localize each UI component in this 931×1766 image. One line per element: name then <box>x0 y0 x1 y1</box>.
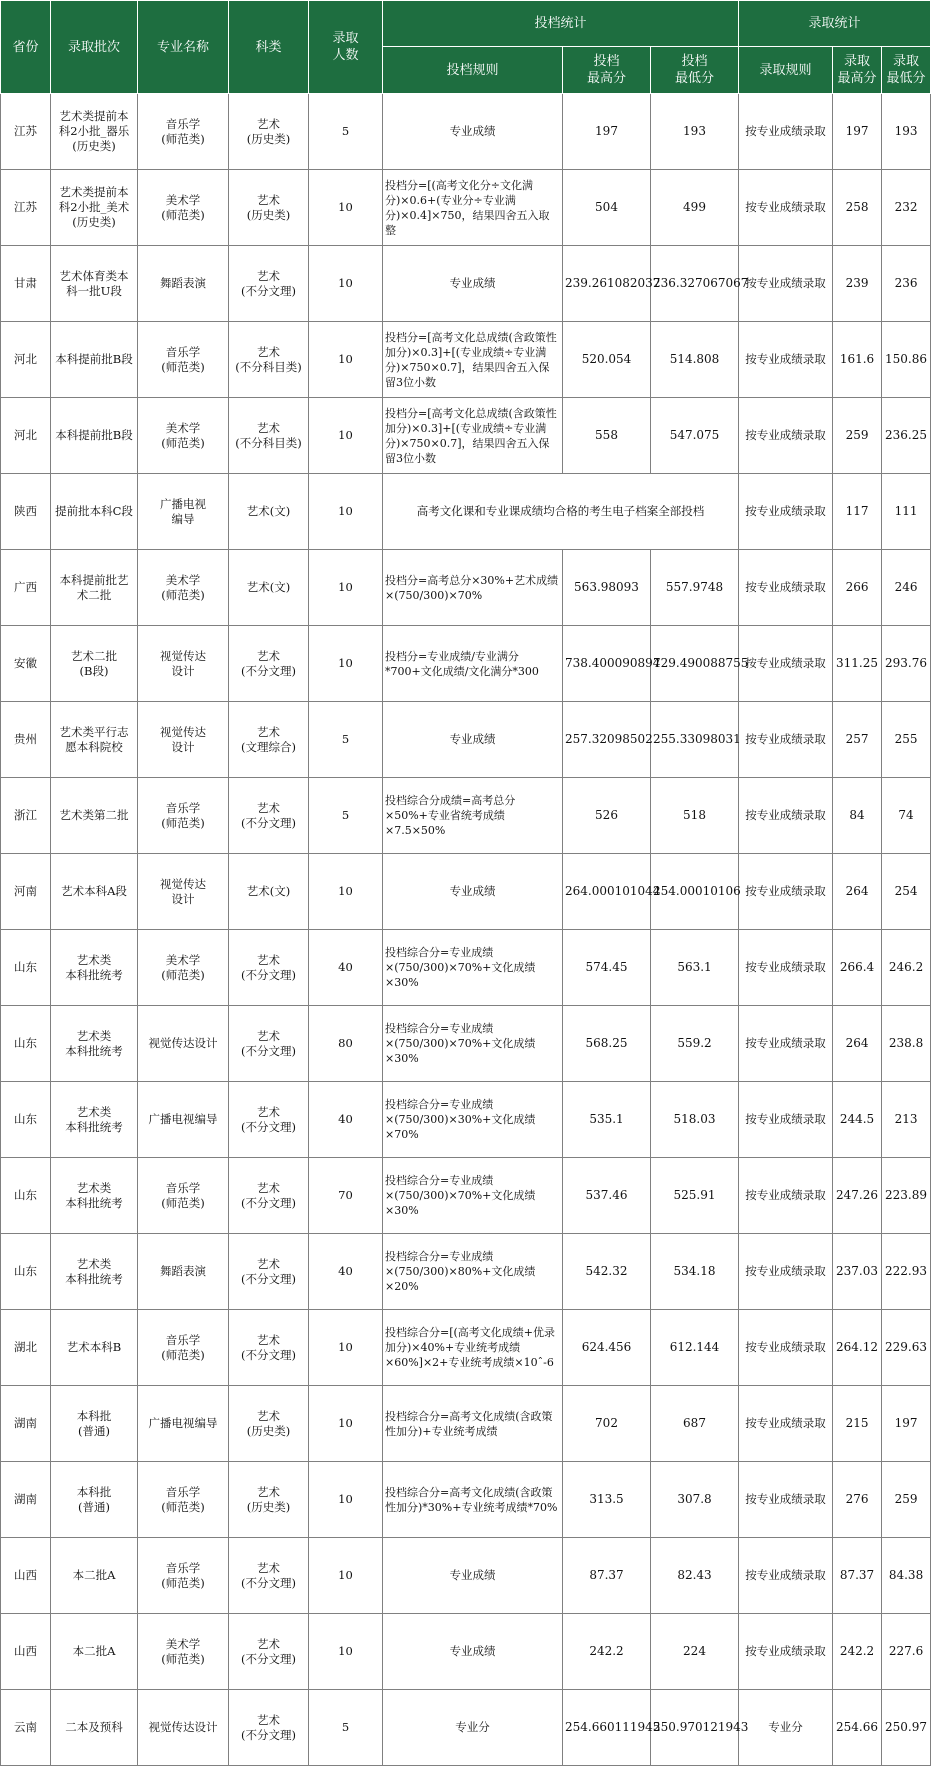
cell-category: 艺术 (历史类) <box>229 94 309 170</box>
table-row <box>1 1158 931 1234</box>
cell-admit-min: 227.6 <box>882 1614 931 1690</box>
cell-submit-rule: 投档综合分=专业成绩×(750/300)×80%+文化成绩×20% <box>383 1234 563 1310</box>
cell-major: 美术学 (师范类) <box>138 398 229 474</box>
cell-admitted: 10 <box>309 474 383 550</box>
cell-admit-rule: 按专业成绩录取 <box>739 702 833 778</box>
cell-submit-rule: 投档综合分=专业成绩×(750/300)×70%+文化成绩×30% <box>383 1158 563 1234</box>
table-row <box>1 778 931 854</box>
cell-major: 视觉传达 设计 <box>138 854 229 930</box>
cell-major: 美术学 (师范类) <box>138 930 229 1006</box>
cell-batch: 艺术本科A段 <box>51 854 138 930</box>
table-row <box>1 1462 931 1538</box>
cell-category: 艺术 (不分文理) <box>229 246 309 322</box>
cell-batch: 艺术本科B <box>51 1310 138 1386</box>
cell-admit-rule: 按专业成绩录取 <box>739 1082 833 1158</box>
cell-admit-max: 242.2 <box>833 1614 882 1690</box>
cell-major: 音乐学 (师范类) <box>138 1462 229 1538</box>
cell-submit-rule: 专业成绩 <box>383 1614 563 1690</box>
cell-admitted: 5 <box>309 94 383 170</box>
cell-admitted: 10 <box>309 1462 383 1538</box>
cell-submit-rule: 投档分=[高考文化总成绩(含政策性加分)×0.3]+[(专业成绩÷专业满分)×750×0.7]，结果四舍五入保留3位小数 <box>383 322 563 398</box>
cell-province: 广西 <box>1 550 51 626</box>
cell-category: 艺术 (不分文理) <box>229 1310 309 1386</box>
cell-major: 音乐学 (师范类) <box>138 94 229 170</box>
cell-submit-rule: 投档综合分成绩=高考总分×50%+专业省统考成绩×7.5×50% <box>383 778 563 854</box>
cell-submit-rule: 专业成绩 <box>383 1538 563 1614</box>
cell-province: 河南 <box>1 854 51 930</box>
header-admit-rule: 录取规则 <box>739 47 833 94</box>
cell-province: 山东 <box>1 930 51 1006</box>
cell-admit-min: 232 <box>882 170 931 246</box>
cell-submit-rule: 投档综合分=专业成绩×(750/300)×70%+文化成绩×30% <box>383 930 563 1006</box>
cell-batch: 本科批 (普通) <box>51 1386 138 1462</box>
cell-admitted: 10 <box>309 398 383 474</box>
cell-admit-max: 197 <box>833 94 882 170</box>
cell-category: 艺术 (不分文理) <box>229 778 309 854</box>
cell-major: 视觉传达 设计 <box>138 626 229 702</box>
cell-submit-min: 518.03 <box>651 1082 739 1158</box>
header-submit-group: 投档统计 <box>383 1 739 47</box>
cell-admit-min: 74 <box>882 778 931 854</box>
cell-admit-max: 254.66 <box>833 1690 882 1766</box>
cell-category: 艺术 (历史类) <box>229 170 309 246</box>
cell-admit-min: 238.8 <box>882 1006 931 1082</box>
cell-admit-min: 111 <box>882 474 931 550</box>
header-category: 科类 <box>229 1 309 94</box>
cell-submit-max: 702 <box>563 1386 651 1462</box>
cell-submit-min: 250.970121943 <box>651 1690 739 1766</box>
cell-submit-max: 535.1 <box>563 1082 651 1158</box>
cell-province: 湖北 <box>1 1310 51 1386</box>
cell-admit-min: 193 <box>882 94 931 170</box>
cell-admit-rule: 按专业成绩录取 <box>739 1006 833 1082</box>
cell-submit-min: 514.808 <box>651 322 739 398</box>
header-admit-group: 录取统计 <box>739 1 931 47</box>
cell-category: 艺术 (不分文理) <box>229 1614 309 1690</box>
cell-admitted: 10 <box>309 170 383 246</box>
cell-batch: 艺术类第二批 <box>51 778 138 854</box>
cell-submit-rule: 专业成绩 <box>383 702 563 778</box>
cell-province: 浙江 <box>1 778 51 854</box>
cell-submit-min: 557.9748 <box>651 550 739 626</box>
cell-submit-rule: 专业成绩 <box>383 854 563 930</box>
cell-major: 广播电视编导 <box>138 1386 229 1462</box>
cell-major: 音乐学 (师范类) <box>138 1310 229 1386</box>
cell-submit-min: 307.8 <box>651 1462 739 1538</box>
cell-category: 艺术 (历史类) <box>229 1386 309 1462</box>
cell-province: 湖南 <box>1 1386 51 1462</box>
cell-admit-min: 259 <box>882 1462 931 1538</box>
cell-submit-min: 729.490088755 <box>651 626 739 702</box>
cell-admitted: 10 <box>309 626 383 702</box>
cell-category: 艺术 (不分文理) <box>229 1690 309 1766</box>
cell-major: 视觉传达设计 <box>138 1690 229 1766</box>
cell-batch: 艺术类平行志 愿本科院校 <box>51 702 138 778</box>
cell-admit-max: 276 <box>833 1462 882 1538</box>
cell-admitted: 5 <box>309 702 383 778</box>
cell-submit-min: 687 <box>651 1386 739 1462</box>
cell-submit-max: 239.261082037 <box>563 246 651 322</box>
cell-batch: 本科提前批B段 <box>51 398 138 474</box>
cell-category: 艺术 (不分科目类) <box>229 322 309 398</box>
cell-admit-max: 266.4 <box>833 930 882 1006</box>
cell-admitted: 10 <box>309 246 383 322</box>
cell-submit-max: 574.45 <box>563 930 651 1006</box>
table-row <box>1 246 931 322</box>
cell-admit-max: 257 <box>833 702 882 778</box>
cell-submit-rule: 投档综合分=[(高考文化成绩+优录加分)×40%+专业统考成绩×60%]×2+专业统考成绩×10ˆ-6 <box>383 1310 563 1386</box>
table-row <box>1 854 931 930</box>
cell-major: 广播电视编导 <box>138 1082 229 1158</box>
cell-admit-max: 161.6 <box>833 322 882 398</box>
cell-admit-rule: 按专业成绩录取 <box>739 550 833 626</box>
cell-submit-min: 518 <box>651 778 739 854</box>
cell-admit-rule: 按专业成绩录取 <box>739 930 833 1006</box>
cell-admit-min: 213 <box>882 1082 931 1158</box>
header-admit-min: 录取 最低分 <box>882 47 931 94</box>
cell-major: 美术学 (师范类) <box>138 550 229 626</box>
cell-admit-max: 259 <box>833 398 882 474</box>
cell-submit-min: 547.075 <box>651 398 739 474</box>
cell-batch: 本科提前批B段 <box>51 322 138 398</box>
cell-admit-max: 239 <box>833 246 882 322</box>
cell-admit-min: 84.38 <box>882 1538 931 1614</box>
cell-major: 舞蹈表演 <box>138 246 229 322</box>
cell-admit-max: 266 <box>833 550 882 626</box>
cell-batch: 本二批A <box>51 1538 138 1614</box>
cell-admit-rule: 按专业成绩录取 <box>739 1614 833 1690</box>
cell-submit-max: 563.98093 <box>563 550 651 626</box>
cell-admitted: 10 <box>309 1386 383 1462</box>
cell-category: 艺术 (不分文理) <box>229 1538 309 1614</box>
cell-admit-rule: 按专业成绩录取 <box>739 398 833 474</box>
table-body <box>1 94 931 1766</box>
cell-admit-min: 293.76 <box>882 626 931 702</box>
cell-submit-rule: 专业成绩 <box>383 246 563 322</box>
cell-submit-rule: 专业分 <box>383 1690 563 1766</box>
cell-batch: 艺术类 本科批统考 <box>51 1006 138 1082</box>
cell-category: 艺术(文) <box>229 550 309 626</box>
cell-admit-max: 264 <box>833 854 882 930</box>
cell-admitted: 10 <box>309 1310 383 1386</box>
cell-admit-min: 197 <box>882 1386 931 1462</box>
cell-province: 安徽 <box>1 626 51 702</box>
cell-submit-min: 525.91 <box>651 1158 739 1234</box>
cell-admit-min: 236 <box>882 246 931 322</box>
cell-batch: 艺术二批 (B段) <box>51 626 138 702</box>
cell-admit-min: 250.97 <box>882 1690 931 1766</box>
cell-batch: 艺术体育类本 科一批U段 <box>51 246 138 322</box>
cell-admit-max: 84 <box>833 778 882 854</box>
cell-major: 视觉传达设计 <box>138 1006 229 1082</box>
cell-admit-rule: 按专业成绩录取 <box>739 322 833 398</box>
cell-admit-rule: 按专业成绩录取 <box>739 1234 833 1310</box>
cell-submit-max: 624.456 <box>563 1310 651 1386</box>
table-row <box>1 1006 931 1082</box>
table-row <box>1 398 931 474</box>
cell-admit-rule: 按专业成绩录取 <box>739 1538 833 1614</box>
cell-batch: 艺术类 本科批统考 <box>51 1082 138 1158</box>
cell-major: 视觉传达 设计 <box>138 702 229 778</box>
cell-admit-rule: 按专业成绩录取 <box>739 94 833 170</box>
cell-submit-min: 255.33098031 <box>651 702 739 778</box>
cell-province: 山东 <box>1 1158 51 1234</box>
cell-admit-max: 264 <box>833 1006 882 1082</box>
cell-batch: 本二批A <box>51 1614 138 1690</box>
cell-major: 美术学 (师范类) <box>138 170 229 246</box>
cell-submit-rule: 投档综合分=高考文化成绩(含政策性加分)*30%+专业统考成绩*70% <box>383 1462 563 1538</box>
cell-submit-rule: 专业成绩 <box>383 94 563 170</box>
cell-submit-rule: 投档分=[(高考文化分÷文化满分)×0.6+(专业分÷专业满分)×0.4]×750，结果四舍五入取整 <box>383 170 563 246</box>
cell-admit-min: 150.86 <box>882 322 931 398</box>
cell-admit-max: 244.5 <box>833 1082 882 1158</box>
cell-submit-max: 520.054 <box>563 322 651 398</box>
cell-province: 山东 <box>1 1082 51 1158</box>
cell-province: 山东 <box>1 1234 51 1310</box>
cell-admit-max: 258 <box>833 170 882 246</box>
table-row <box>1 170 931 246</box>
cell-submit-rule: 投档综合分=高考文化成绩(含政策性加分)+专业统考成绩 <box>383 1386 563 1462</box>
cell-submit-rule: 高考文化课和专业课成绩均合格的考生电子档案全部投档 <box>383 474 739 550</box>
cell-major: 音乐学 (师范类) <box>138 1158 229 1234</box>
cell-province: 山西 <box>1 1614 51 1690</box>
cell-major: 音乐学 (师范类) <box>138 322 229 398</box>
cell-submit-rule: 投档综合分=专业成绩×(750/300)×30%+文化成绩×70% <box>383 1082 563 1158</box>
cell-submit-max: 526 <box>563 778 651 854</box>
cell-batch: 艺术类提前本 科2小批_器乐 (历史类) <box>51 94 138 170</box>
cell-submit-min: 559.2 <box>651 1006 739 1082</box>
cell-category: 艺术 (历史类) <box>229 1462 309 1538</box>
cell-submit-min: 254.00010106 <box>651 854 739 930</box>
header-province: 省份 <box>1 1 51 94</box>
table-row <box>1 1386 931 1462</box>
cell-admitted: 10 <box>309 854 383 930</box>
cell-admit-rule: 按专业成绩录取 <box>739 474 833 550</box>
cell-admit-min: 229.63 <box>882 1310 931 1386</box>
cell-major: 广播电视 编导 <box>138 474 229 550</box>
cell-category: 艺术 (不分文理) <box>229 1234 309 1310</box>
cell-category: 艺术(文) <box>229 474 309 550</box>
header-submit-rule: 投档规则 <box>383 47 563 94</box>
cell-category: 艺术 (不分文理) <box>229 930 309 1006</box>
cell-batch: 艺术类提前本 科2小批_美术 (历史类) <box>51 170 138 246</box>
cell-admit-min: 236.25 <box>882 398 931 474</box>
cell-submit-min: 534.18 <box>651 1234 739 1310</box>
cell-province: 河北 <box>1 398 51 474</box>
cell-admitted: 5 <box>309 1690 383 1766</box>
header-submit-min: 投档 最低分 <box>651 47 739 94</box>
table-row <box>1 1538 931 1614</box>
cell-submit-rule: 投档分=[高考文化总成绩(含政策性加分)×0.3]+[(专业成绩÷专业满分)×750×0.7]，结果四舍五入保留3位小数 <box>383 398 563 474</box>
cell-admit-max: 117 <box>833 474 882 550</box>
cell-admit-min: 246.2 <box>882 930 931 1006</box>
table-row <box>1 1310 931 1386</box>
cell-admit-max: 87.37 <box>833 1538 882 1614</box>
cell-province: 贵州 <box>1 702 51 778</box>
cell-province: 山东 <box>1 1006 51 1082</box>
cell-batch: 提前批本科C段 <box>51 474 138 550</box>
cell-submit-max: 504 <box>563 170 651 246</box>
cell-batch: 艺术类 本科批统考 <box>51 1234 138 1310</box>
cell-submit-max: 313.5 <box>563 1462 651 1538</box>
cell-major: 舞蹈表演 <box>138 1234 229 1310</box>
table-row <box>1 550 931 626</box>
cell-admitted: 5 <box>309 778 383 854</box>
cell-submit-max: 257.32098502 <box>563 702 651 778</box>
cell-category: 艺术 (不分文理) <box>229 626 309 702</box>
cell-admit-max: 237.03 <box>833 1234 882 1310</box>
table-row <box>1 94 931 170</box>
header-admit-max: 录取 最高分 <box>833 47 882 94</box>
cell-admitted: 40 <box>309 1234 383 1310</box>
cell-submit-min: 563.1 <box>651 930 739 1006</box>
table-row <box>1 702 931 778</box>
cell-admit-min: 255 <box>882 702 931 778</box>
header-batch: 录取批次 <box>51 1 138 94</box>
cell-major: 美术学 (师范类) <box>138 1614 229 1690</box>
cell-batch: 艺术类 本科批统考 <box>51 1158 138 1234</box>
cell-submit-min: 236.327067067 <box>651 246 739 322</box>
cell-admit-min: 222.93 <box>882 1234 931 1310</box>
cell-admit-max: 264.12 <box>833 1310 882 1386</box>
cell-admit-min: 246 <box>882 550 931 626</box>
cell-submit-max: 558 <box>563 398 651 474</box>
cell-admit-min: 254 <box>882 854 931 930</box>
cell-admit-max: 247.26 <box>833 1158 882 1234</box>
cell-submit-max: 197 <box>563 94 651 170</box>
cell-submit-min: 224 <box>651 1614 739 1690</box>
cell-submit-rule: 投档分=专业成绩/专业满分*700+文化成绩/文化满分*300 <box>383 626 563 702</box>
cell-submit-max: 738.400090894 <box>563 626 651 702</box>
cell-admit-max: 215 <box>833 1386 882 1462</box>
cell-admitted: 10 <box>309 322 383 398</box>
cell-admit-rule: 按专业成绩录取 <box>739 246 833 322</box>
cell-province: 陕西 <box>1 474 51 550</box>
cell-batch: 艺术类 本科批统考 <box>51 930 138 1006</box>
table-row <box>1 626 931 702</box>
table-row <box>1 1234 931 1310</box>
cell-category: 艺术(文) <box>229 854 309 930</box>
cell-admit-min: 223.89 <box>882 1158 931 1234</box>
cell-batch: 二本及预科 <box>51 1690 138 1766</box>
cell-category: 艺术 (不分文理) <box>229 1082 309 1158</box>
cell-province: 江苏 <box>1 94 51 170</box>
table-row <box>1 474 931 550</box>
cell-province: 山西 <box>1 1538 51 1614</box>
table-row <box>1 1614 931 1690</box>
table-row <box>1 1690 931 1766</box>
cell-category: 艺术 (不分文理) <box>229 1158 309 1234</box>
cell-submit-max: 568.25 <box>563 1006 651 1082</box>
cell-province: 江苏 <box>1 170 51 246</box>
cell-province: 甘肃 <box>1 246 51 322</box>
cell-admit-max: 311.25 <box>833 626 882 702</box>
cell-category: 艺术 (不分科目类) <box>229 398 309 474</box>
cell-admit-rule: 按专业成绩录取 <box>739 1386 833 1462</box>
cell-admitted: 10 <box>309 1614 383 1690</box>
cell-province: 河北 <box>1 322 51 398</box>
cell-admit-rule: 按专业成绩录取 <box>739 170 833 246</box>
cell-admit-rule: 按专业成绩录取 <box>739 1310 833 1386</box>
cell-admitted: 10 <box>309 550 383 626</box>
cell-category: 艺术 (不分文理) <box>229 1006 309 1082</box>
cell-admitted: 80 <box>309 1006 383 1082</box>
cell-category: 艺术 (文理综合) <box>229 702 309 778</box>
table-row <box>1 930 931 1006</box>
header-submit-max: 投档 最高分 <box>563 47 651 94</box>
cell-submit-min: 82.43 <box>651 1538 739 1614</box>
cell-admit-rule: 按专业成绩录取 <box>739 1462 833 1538</box>
cell-submit-max: 254.660111945 <box>563 1690 651 1766</box>
cell-submit-max: 264.000101044 <box>563 854 651 930</box>
cell-major: 音乐学 (师范类) <box>138 778 229 854</box>
cell-admit-rule: 按专业成绩录取 <box>739 626 833 702</box>
cell-batch: 本科提前批艺 术二批 <box>51 550 138 626</box>
cell-submit-rule: 投档分=高考总分×30%+艺术成绩×(750/300)×70% <box>383 550 563 626</box>
cell-admit-rule: 按专业成绩录取 <box>739 854 833 930</box>
cell-major: 音乐学 (师范类) <box>138 1538 229 1614</box>
cell-submit-min: 499 <box>651 170 739 246</box>
table-row <box>1 1082 931 1158</box>
cell-submit-rule: 投档综合分=专业成绩×(750/300)×70%+文化成绩×30% <box>383 1006 563 1082</box>
cell-submit-min: 193 <box>651 94 739 170</box>
cell-submit-max: 87.37 <box>563 1538 651 1614</box>
cell-submit-max: 542.32 <box>563 1234 651 1310</box>
cell-admitted: 40 <box>309 1082 383 1158</box>
header-major: 专业名称 <box>138 1 229 94</box>
cell-admit-rule: 专业分 <box>739 1690 833 1766</box>
cell-admitted: 70 <box>309 1158 383 1234</box>
cell-submit-max: 537.46 <box>563 1158 651 1234</box>
cell-admit-rule: 按专业成绩录取 <box>739 1158 833 1234</box>
cell-admit-rule: 按专业成绩录取 <box>739 778 833 854</box>
table-row <box>1 322 931 398</box>
cell-submit-max: 242.2 <box>563 1614 651 1690</box>
header-admitted: 录取 人数 <box>309 1 383 94</box>
cell-admitted: 10 <box>309 1538 383 1614</box>
cell-admitted: 40 <box>309 930 383 1006</box>
cell-submit-min: 612.144 <box>651 1310 739 1386</box>
cell-province: 云南 <box>1 1690 51 1766</box>
cell-province: 湖南 <box>1 1462 51 1538</box>
cell-batch: 本科批 (普通) <box>51 1462 138 1538</box>
